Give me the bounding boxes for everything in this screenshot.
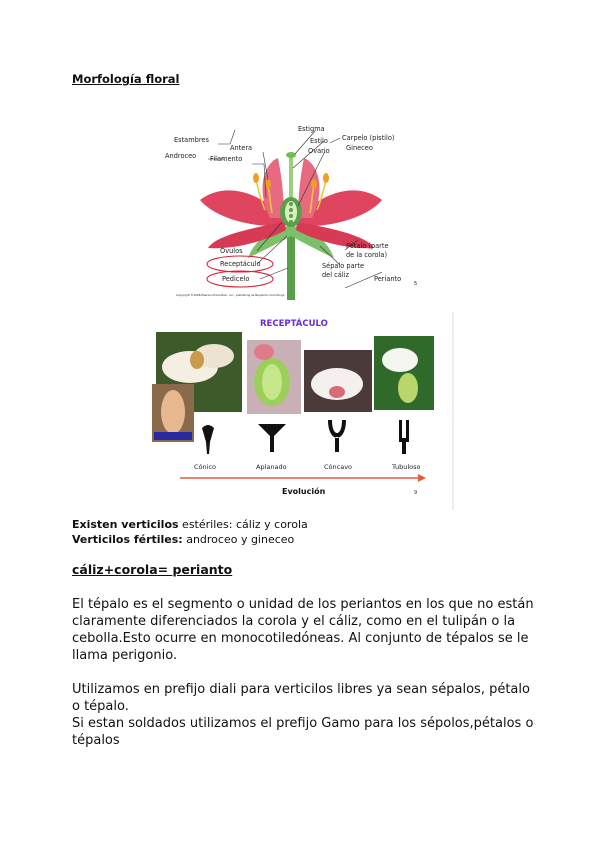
evolution-label: Evolución xyxy=(282,487,326,496)
style-shape xyxy=(289,156,293,202)
anther-shape xyxy=(311,179,317,189)
perianto-heading: cáliz+corola= perianto xyxy=(72,562,233,577)
tubular-shape-icon xyxy=(399,420,409,454)
figure1-copyright: Copyright ©2006 Pearson Education, Inc., publishing as Benjamin Cummings xyxy=(176,293,285,297)
label-antera: Antera xyxy=(230,144,253,152)
label-estigma: Estigma xyxy=(298,125,325,133)
paragraph-prefijo-gamo: Si estan soldados utilizamos el prefijo Gamo para los sépolos,pétalos o tépalos xyxy=(72,716,534,748)
verticilos-line-2-bold: Verticilos fértiles: xyxy=(72,533,183,546)
verticilos-line-2 xyxy=(72,532,294,547)
figure2-page-number: 9 xyxy=(414,490,418,496)
label-receptaculo: Receptáculo xyxy=(220,260,261,268)
label-sepalo-1: Sépalo parte xyxy=(322,262,365,270)
type-label-aplanado: Aplanado xyxy=(256,463,287,471)
stigma-shape xyxy=(286,152,296,158)
label-gineceo: Gineceo xyxy=(346,144,373,152)
label-estambres: Estambres xyxy=(174,136,209,144)
verticilos-line-2-rest: androceo y gineceo xyxy=(182,533,295,546)
label-sepalo-2: del cáliz xyxy=(322,271,349,279)
label-ovario: Ovario xyxy=(308,147,330,155)
verticilos-line-1 xyxy=(72,517,308,532)
label-petalo-2: de la corola) xyxy=(346,251,388,259)
label-ovulos: Óvulos xyxy=(220,247,243,255)
figure1-page-number: 5 xyxy=(414,281,418,287)
verticilos-line-1-rest: estériles: cáliz y corola xyxy=(178,518,308,531)
label-estilo: Estilo xyxy=(310,137,328,145)
concave-shape-icon xyxy=(328,420,346,452)
flattened-shape-icon xyxy=(258,424,286,452)
label-carpelo: Carpelo (pistilo) xyxy=(342,134,395,142)
type-label-tubuloso: Tubuloso xyxy=(392,463,421,471)
anther-shape xyxy=(265,179,271,189)
figure2-title: RECEPTÁCULO xyxy=(260,319,328,329)
flower-morphology-figure xyxy=(160,118,430,300)
label-petalo-1: Pétalo (parte xyxy=(346,242,389,250)
label-androceo: Androceo xyxy=(165,152,197,160)
label-perianto: Perianto xyxy=(374,275,402,283)
receptacle-types-figure xyxy=(152,312,454,510)
type-label-concavo: Cóncavo xyxy=(324,463,353,471)
verticilos-line-1-bold: Existen verticilos xyxy=(72,518,179,531)
conical-shape-icon xyxy=(202,425,214,454)
anther-shape xyxy=(253,173,259,183)
anther-shape xyxy=(323,173,329,183)
label-pedicelo: Pedicelo xyxy=(222,275,250,283)
paragraph-prefijo-diali: Utilizamos en prefijo diali para verticilos libres ya sean sépalos, pétalo o tépalo. xyxy=(72,682,530,714)
arrow-head-icon xyxy=(418,474,426,482)
paragraph-tepalo: El tépalo es el segmento o unidad de los periantos en los que no están claramente diferenciados la corola y el cáliz, como en el tulipán o la cebolla.Esto ocurre en monocotiledóneas. Al conjunto de tépalos se le llama perigonio. xyxy=(72,597,534,663)
type-label-conico: Cónico xyxy=(194,463,216,471)
page-title: Morfología floral xyxy=(72,72,180,86)
label-filamento: Filamento xyxy=(210,155,243,163)
